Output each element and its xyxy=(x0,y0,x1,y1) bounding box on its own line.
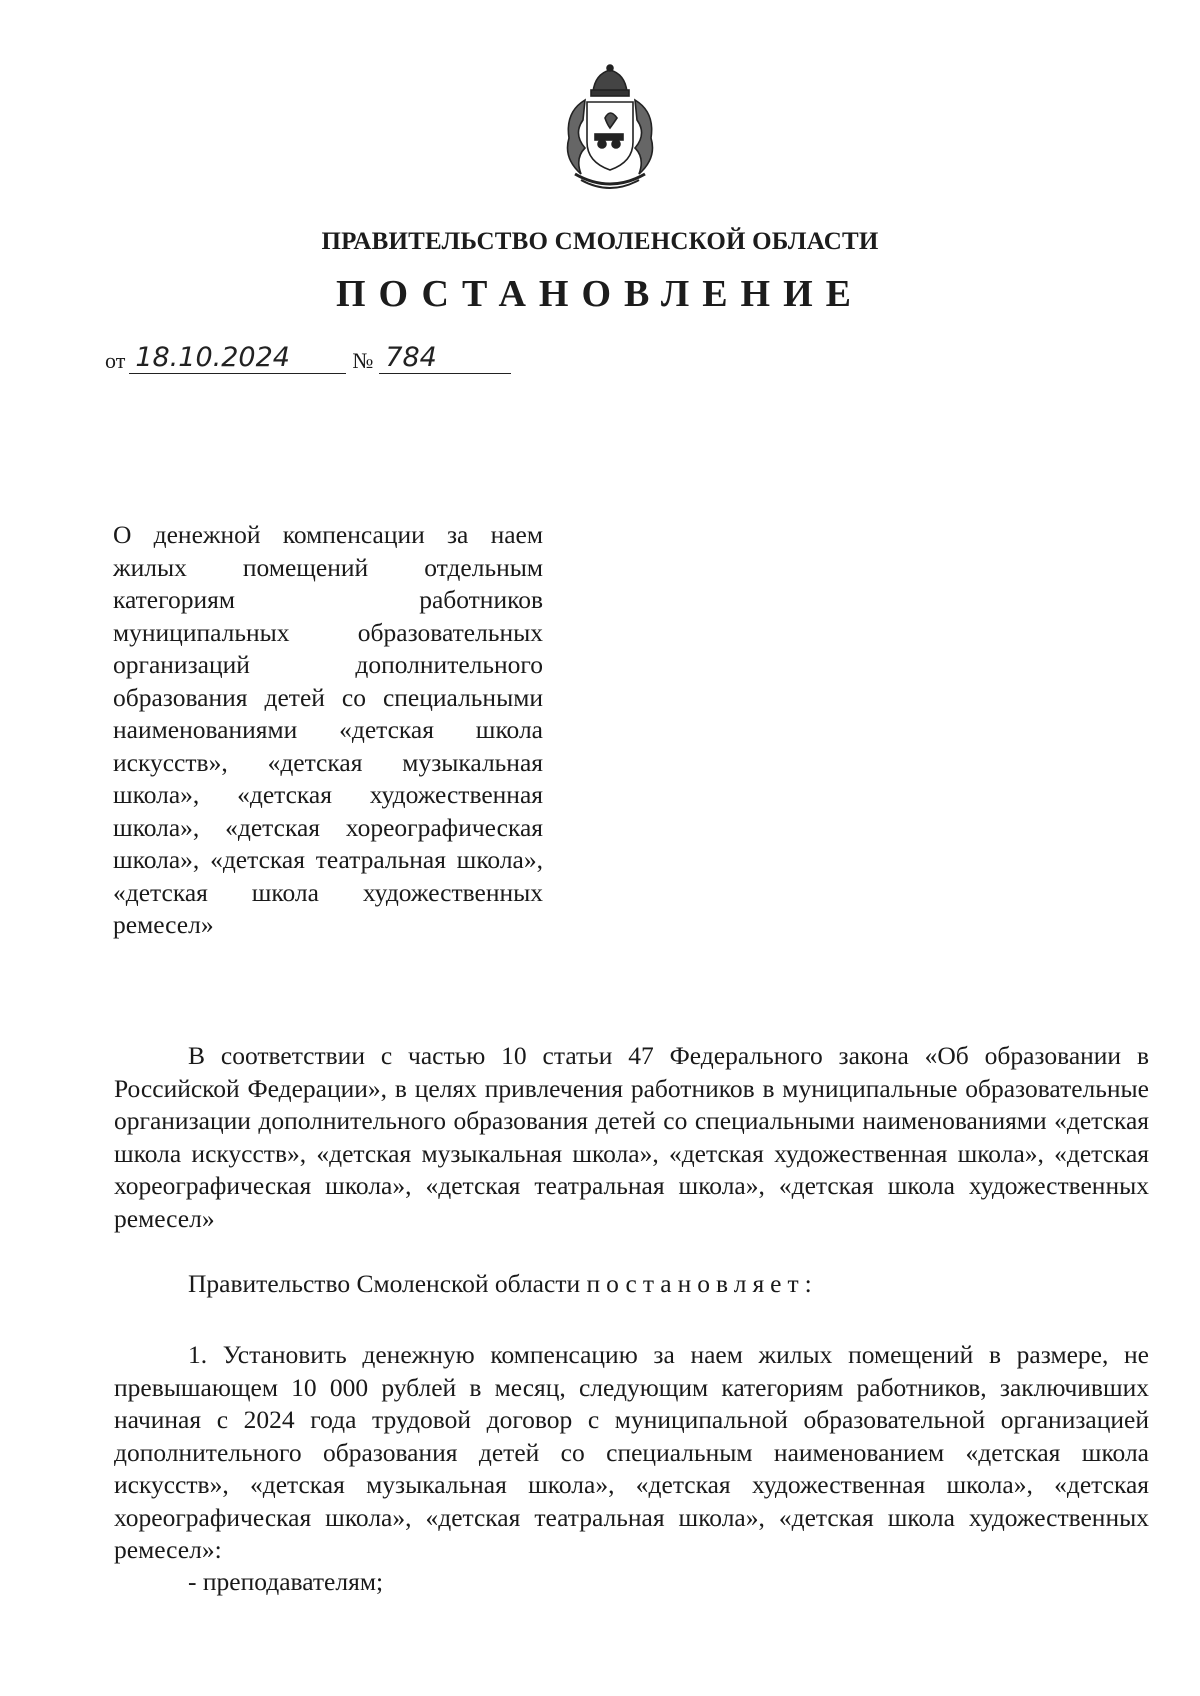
number-label: № xyxy=(352,348,374,373)
document-subject: О денежной компенсации за наем жилых помещений отдельным категориям работников муниципальных образовательных организаций дополнительного образования детей со специальными наименованиями «детская школа искусств», «детская музыкальная школа», «детская художественная школа», «детская хореографическая школа», «детская театральная школа», «детская школа художественных ремесел» xyxy=(113,520,543,939)
decree-intro-paragraph xyxy=(114,1268,1149,1301)
date-label: от xyxy=(105,348,126,373)
item-1-paragraph: 1. Установить денежную компенсацию за наем жилых помещений в размере, не превышающем 10 000 рублей в месяц, следующим категориям работников, заключивших начиная с 2024 года трудовой договор с муниципальной образовательной организацией дополнительного образования детей со специальным наименованием «детская школа искусств», «детская музыкальная школа», «детская художественная школа», «детская хореографическая школа», «детская театральная школа», «детская школа художественных ремесел»: xyxy=(114,1340,1149,1564)
organization-title: ПРАВИТЕЛЬСТВО СМОЛЕНСКОЙ ОБЛАСТИ xyxy=(321,228,879,255)
preamble-paragraph: В соответствии с частью 10 статьи 47 Федерального закона «Об образовании в Российской Федерации», в целях привлечения работников в муниципальные образовательные организации дополнительного образования детей со специальными наименованиями «детская школа искусств», «детская музыкальная школа», «детская художественная школа», «детская хореографическая школа», «детская театральная школа», «детская школа художественных ремесел» xyxy=(114,1041,1149,1233)
decree-verb: постановляет: xyxy=(586,1269,818,1298)
document-type-title: ПОСТАНОВЛЕНИЕ xyxy=(335,273,865,315)
date-value: 18.10.2024 xyxy=(129,343,346,374)
decree-intro-text: Правительство Смоленской области xyxy=(188,1269,581,1298)
item-1-list-item: - преподавателям; xyxy=(188,1567,384,1596)
document-date-number-line xyxy=(105,343,511,374)
coat-of-arms-icon xyxy=(555,62,665,192)
number-value: 784 xyxy=(379,343,511,374)
